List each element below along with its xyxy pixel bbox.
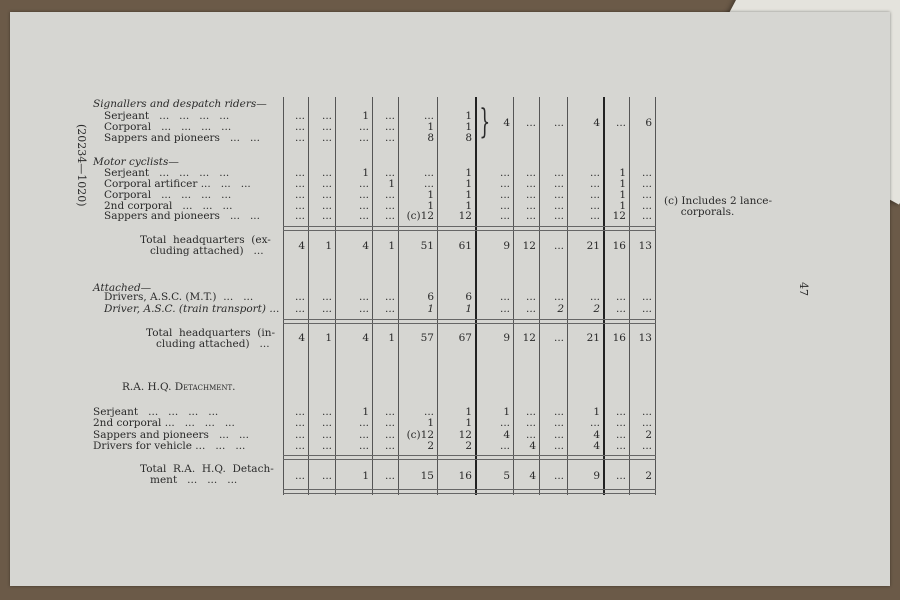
- table-cell: ...: [589, 200, 600, 212]
- row-label: Drivers for vehicle ... ... ...: [93, 440, 246, 452]
- row-label: Corporal ... ... ... ...: [104, 189, 232, 201]
- table-cell: ...: [589, 417, 600, 429]
- table-cell: (c)12: [406, 429, 434, 441]
- section-header-ra-hq: R.A. H.Q. Detachment.: [122, 381, 236, 393]
- table-cell: ...: [499, 210, 510, 222]
- table-cell: ...: [641, 417, 652, 429]
- table-cell: ...: [294, 200, 305, 212]
- table-cell: 1: [362, 406, 369, 418]
- table-cell: 1: [619, 167, 626, 179]
- table-cell: ...: [358, 189, 369, 201]
- table-cell: 13: [638, 332, 652, 344]
- table-cell: 4: [593, 440, 600, 452]
- table-cell: 1: [388, 178, 395, 190]
- table-cell: ...: [553, 406, 564, 418]
- table-cell: ...: [384, 417, 395, 429]
- table-cell: ...: [641, 167, 652, 179]
- table-cell: ...: [384, 132, 395, 144]
- total-label: Total headquarters (in- cluding attached) ...: [146, 327, 276, 350]
- table-cell: 16: [612, 240, 626, 252]
- table-cell: ...: [321, 167, 332, 179]
- table-cell: 4: [298, 240, 305, 252]
- table-cell: ...: [525, 429, 536, 441]
- table-cell: 9: [503, 332, 510, 344]
- table-cell: 4: [529, 470, 536, 482]
- table-cell: ...: [294, 132, 305, 144]
- table-cell: ...: [294, 189, 305, 201]
- table-cell: ...: [615, 303, 626, 315]
- table-cell: 1: [593, 406, 600, 418]
- table-cell: ...: [384, 303, 395, 315]
- table-cell: 2: [645, 429, 652, 441]
- table-cell: 1: [465, 178, 472, 190]
- table-cell: ...: [553, 117, 564, 129]
- table-cell: ...: [615, 406, 626, 418]
- table-cell: ...: [294, 121, 305, 133]
- table-cell: 12: [612, 210, 626, 222]
- table-cell: 2: [427, 440, 434, 452]
- row-label: 2nd corporal ... ... ... ...: [93, 417, 235, 429]
- table-cell: ...: [615, 470, 626, 482]
- table-cell: ...: [321, 121, 332, 133]
- table-cell: 4: [503, 429, 510, 441]
- table-cell: ...: [384, 210, 395, 222]
- table-cell: 1: [619, 200, 626, 212]
- table-cell: ...: [358, 178, 369, 190]
- table-cell: ...: [358, 291, 369, 303]
- table-cell: ...: [525, 189, 536, 201]
- table-cell: ...: [294, 167, 305, 179]
- table-cell: ...: [294, 110, 305, 122]
- table-cell: ...: [589, 167, 600, 179]
- table-cell: 21: [586, 332, 600, 344]
- table-cell: 6: [465, 291, 472, 303]
- table-cell: ...: [423, 406, 434, 418]
- section-header-attached: Attached—: [93, 282, 152, 294]
- row-rule: [283, 319, 656, 324]
- table-cell: ...: [384, 110, 395, 122]
- table-cell: ...: [321, 303, 332, 315]
- table-cell: ...: [525, 167, 536, 179]
- table-cell: ...: [384, 167, 395, 179]
- table-cell: ...: [321, 210, 332, 222]
- table-cell: ...: [294, 303, 305, 315]
- row-label: Drivers, A.S.C. (M.T.) ... ...: [104, 291, 254, 303]
- table-cell: ...: [553, 417, 564, 429]
- table-cell: 1: [465, 200, 472, 212]
- table-cell: ...: [589, 291, 600, 303]
- table-cell: 2: [465, 440, 472, 452]
- table-cell: 1: [465, 167, 472, 179]
- table-cell: 1: [362, 110, 369, 122]
- row-label: Sappers and pioneers ... ...: [104, 132, 260, 144]
- table-cell: 2: [557, 303, 564, 315]
- table-cell: 1: [465, 121, 472, 133]
- row-label: Serjeant ... ... ... ...: [104, 110, 230, 122]
- table-cell: ...: [641, 210, 652, 222]
- table-cell: ...: [499, 291, 510, 303]
- row-label: 2nd corporal ... ... ...: [104, 200, 233, 212]
- table-cell: ...: [641, 303, 652, 315]
- table-cell: 4: [362, 240, 369, 252]
- table-cell: ...: [358, 210, 369, 222]
- table-cell: 5: [503, 470, 510, 482]
- table-cell: ...: [525, 117, 536, 129]
- table-cell: ...: [499, 440, 510, 452]
- table-cell: ...: [294, 417, 305, 429]
- table-cell: ...: [321, 406, 332, 418]
- table-cell: 16: [458, 470, 472, 482]
- table-cell: ...: [384, 470, 395, 482]
- row-label: Sappers and pioneers ... ...: [104, 210, 260, 222]
- footnote: (c) Includes 2 lance- corporals.: [664, 195, 773, 218]
- table-cell: ...: [499, 189, 510, 201]
- table-cell: ...: [321, 417, 332, 429]
- table-cell: ...: [294, 210, 305, 222]
- table-cell: 1: [465, 303, 472, 315]
- table-cell: 8: [427, 132, 434, 144]
- table-cell: ...: [615, 440, 626, 452]
- row-rule: [283, 226, 656, 231]
- table-cell: ...: [321, 110, 332, 122]
- table-cell: ...: [525, 406, 536, 418]
- table-cell: 4: [529, 440, 536, 452]
- side-reference: (20234—1020): [75, 124, 88, 207]
- table-cell: 4: [298, 332, 305, 344]
- table-cell: ...: [525, 291, 536, 303]
- table-cell: ...: [358, 440, 369, 452]
- table-cell: ...: [525, 210, 536, 222]
- table-cell: 1: [427, 121, 434, 133]
- table-cell: ...: [294, 406, 305, 418]
- table-cell: ...: [423, 110, 434, 122]
- table-cell: ...: [384, 406, 395, 418]
- table-cell: ...: [499, 200, 510, 212]
- table-cell: ...: [553, 440, 564, 452]
- table-cell: ...: [384, 121, 395, 133]
- table-cell: 1: [465, 406, 472, 418]
- table-cell: 6: [645, 117, 652, 129]
- table-cell: ...: [499, 303, 510, 315]
- table-cell: ...: [553, 167, 564, 179]
- table-cell: 9: [593, 470, 600, 482]
- table-cell: ...: [553, 210, 564, 222]
- table-cell: 51: [420, 240, 434, 252]
- table-cell: 2: [593, 303, 600, 315]
- table-cell: 8: [465, 132, 472, 144]
- table-cell: ...: [553, 291, 564, 303]
- table-cell: ...: [321, 429, 332, 441]
- table-cell: 1: [465, 417, 472, 429]
- table-cell: ...: [358, 429, 369, 441]
- table-cell: 1: [362, 167, 369, 179]
- table-cell: ...: [321, 178, 332, 190]
- table-cell: ...: [321, 470, 332, 482]
- row-label: Corporal ... ... ... ...: [104, 121, 232, 133]
- table-cell: ...: [641, 440, 652, 452]
- table-cell: ...: [358, 303, 369, 315]
- table-cell: ...: [553, 240, 564, 252]
- row-rule: [283, 489, 656, 494]
- table-cell: ...: [294, 178, 305, 190]
- table-cell: ...: [641, 189, 652, 201]
- table-cell: 1: [388, 240, 395, 252]
- table-cell: ...: [499, 167, 510, 179]
- table-cell: ...: [384, 440, 395, 452]
- table-cell: 57: [420, 332, 434, 344]
- row-label: Serjeant ... ... ... ...: [104, 167, 230, 179]
- table-cell: ...: [294, 440, 305, 452]
- table-cell: ...: [553, 178, 564, 190]
- table-cell: 12: [522, 240, 536, 252]
- table-cell: ...: [553, 200, 564, 212]
- table-cell: 1: [427, 417, 434, 429]
- table-cell: ...: [553, 189, 564, 201]
- table-cell: 2: [645, 470, 652, 482]
- table-cell: 4: [593, 429, 600, 441]
- table-cell: 9: [503, 240, 510, 252]
- table-cell: ...: [525, 178, 536, 190]
- section-header-signallers: Signallers and despatch riders—: [93, 98, 267, 110]
- page-number: 47: [797, 282, 810, 296]
- table-cell: ...: [358, 121, 369, 133]
- table-cell: ...: [321, 200, 332, 212]
- table-cell: ...: [294, 429, 305, 441]
- table-cell: 1: [362, 470, 369, 482]
- table-cell: ...: [499, 178, 510, 190]
- table-cell: ...: [358, 200, 369, 212]
- table-cell: 61: [458, 240, 472, 252]
- table-cell: ...: [423, 178, 434, 190]
- table-cell: ...: [358, 132, 369, 144]
- table-cell: 1: [619, 178, 626, 190]
- table-cell: 1: [465, 189, 472, 201]
- table-cell: 67: [458, 332, 472, 344]
- table-cell: 1: [388, 332, 395, 344]
- table-cell: ...: [641, 178, 652, 190]
- table-cell: ...: [384, 429, 395, 441]
- table-cell: 1: [325, 332, 332, 344]
- table-cell: 12: [522, 332, 536, 344]
- brace: }: [479, 102, 491, 142]
- table-cell: 12: [458, 429, 472, 441]
- table-cell: 1: [619, 189, 626, 201]
- table-cell: ...: [321, 189, 332, 201]
- table-cell: 1: [427, 303, 434, 315]
- section-header-motor-cyclists: Motor cyclists—: [93, 156, 179, 168]
- row-label: Sappers and pioneers ... ...: [93, 429, 249, 441]
- table-cell: 1: [427, 189, 434, 201]
- table-cell: ...: [641, 291, 652, 303]
- table-cell: 1: [427, 200, 434, 212]
- table-cell: 6: [427, 291, 434, 303]
- table-cell: ...: [553, 470, 564, 482]
- table-cell: ...: [589, 178, 600, 190]
- table-cell: ...: [525, 200, 536, 212]
- table-cell: (c)12: [406, 210, 434, 222]
- table-cell: ...: [641, 406, 652, 418]
- table-cell: 4: [362, 332, 369, 344]
- total-label: Total R.A. H.Q. Detach- ment ... ... ...: [140, 463, 274, 486]
- table-cell: ...: [294, 470, 305, 482]
- table-cell: 12: [458, 210, 472, 222]
- row-label: Serjeant ... ... ... ...: [93, 406, 219, 418]
- row-rule: [283, 455, 656, 460]
- table-cell: ...: [384, 291, 395, 303]
- table-cell: ...: [615, 417, 626, 429]
- table-cell: 1: [503, 406, 510, 418]
- table-cell: 15: [420, 470, 434, 482]
- row-label: Driver, A.S.C. (train transport) ...: [104, 303, 280, 315]
- table-cell: 13: [638, 240, 652, 252]
- table-cell: ...: [553, 332, 564, 344]
- table-cell: ...: [384, 189, 395, 201]
- table-cell: ...: [321, 291, 332, 303]
- table-cell: ...: [589, 189, 600, 201]
- table-cell: ...: [294, 291, 305, 303]
- table-cell: 4: [593, 117, 600, 129]
- table-cell: ...: [641, 200, 652, 212]
- row-label: Corporal artificer ... ... ...: [104, 178, 251, 190]
- table-cell: ...: [499, 417, 510, 429]
- table-cell: ...: [615, 291, 626, 303]
- total-label: Total headquarters (ex- cluding attached) ...: [140, 234, 271, 257]
- table-cell: ...: [358, 417, 369, 429]
- column-rule: [655, 97, 656, 495]
- table-cell: ...: [423, 167, 434, 179]
- table-cell: 21: [586, 240, 600, 252]
- table-cell: ...: [525, 417, 536, 429]
- table-cell: 16: [612, 332, 626, 344]
- table-cell: ...: [525, 303, 536, 315]
- table-cell: 1: [325, 240, 332, 252]
- table-cell: ...: [553, 429, 564, 441]
- table-cell: 4: [503, 117, 510, 129]
- table-cell: ...: [321, 132, 332, 144]
- table-cell: ...: [615, 117, 626, 129]
- table-cell: ...: [615, 429, 626, 441]
- table-cell: ...: [589, 210, 600, 222]
- table-cell: 1: [465, 110, 472, 122]
- table-cell: ...: [384, 200, 395, 212]
- table-cell: ...: [321, 440, 332, 452]
